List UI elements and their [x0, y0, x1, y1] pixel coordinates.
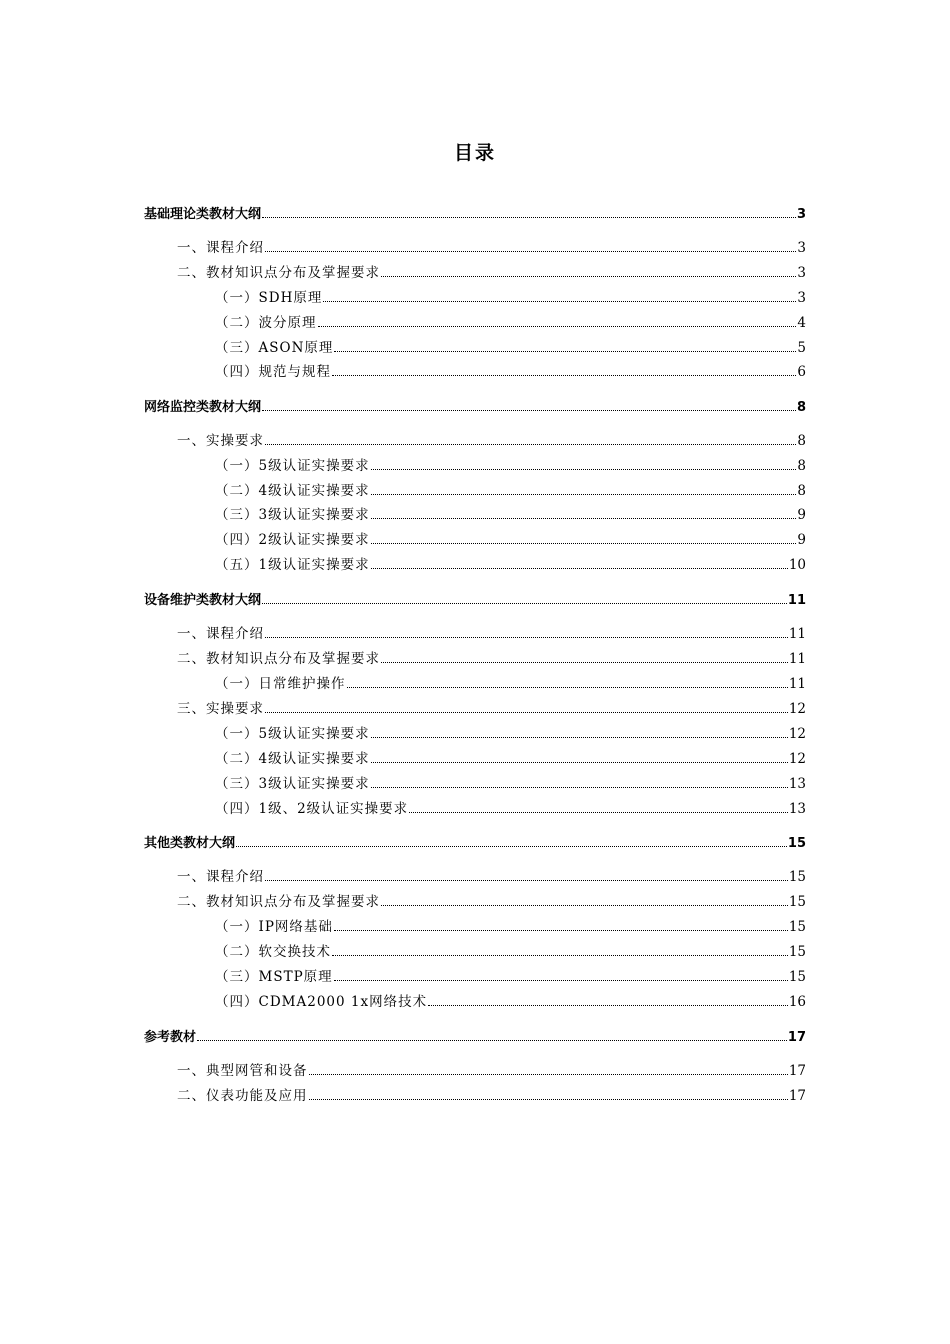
toc-entry-page-number: 17	[788, 1088, 806, 1104]
toc-entry-label: 基础理论类教材大纲	[144, 207, 262, 222]
toc-entry-page-number: 8	[797, 483, 806, 499]
toc-entry-page-number: 10	[788, 557, 806, 573]
toc-entry-level-3[interactable]	[215, 334, 806, 356]
toc-entry-page-number: 13	[788, 776, 806, 792]
dot-leader	[371, 543, 797, 544]
toc-entry-page-number: 9	[797, 532, 806, 548]
toc-entry-level-1[interactable]	[144, 1023, 806, 1045]
dot-leader	[371, 518, 797, 519]
toc-entry-level-2[interactable]	[177, 620, 806, 642]
toc-entry-label: （一）5级认证实操要求	[215, 726, 370, 742]
toc-entry-label: （三）ASON原理	[215, 340, 334, 356]
toc-entry-label: （一）SDH原理	[215, 290, 323, 306]
toc-entry-level-2[interactable]	[177, 888, 806, 910]
toc-entry-level-3[interactable]	[215, 670, 806, 692]
toc-entry-label: （三）3级认证实操要求	[215, 507, 370, 523]
page-title: 目录	[453, 142, 496, 164]
toc-entry-level-3[interactable]	[215, 720, 806, 742]
toc-entry-level-2[interactable]	[177, 863, 806, 885]
dot-leader	[334, 351, 796, 352]
dot-leader	[371, 568, 788, 569]
toc-entry-page-number: 5	[797, 340, 806, 356]
toc-entry-page-number: 12	[788, 701, 806, 717]
toc-entry-label: 设备维护类教材大纲	[144, 593, 262, 608]
toc-entry-label: 一、课程介绍	[177, 626, 264, 642]
toc-entry-page-number: 12	[788, 726, 806, 742]
dot-leader	[197, 1040, 787, 1041]
toc-entry-page-number: 3	[797, 265, 806, 281]
dot-leader	[332, 375, 796, 376]
dot-leader	[347, 687, 788, 688]
dot-leader	[309, 1099, 788, 1100]
toc-entry-level-2[interactable]	[177, 695, 806, 717]
toc-entry-level-1[interactable]	[144, 586, 806, 608]
toc-entry-level-2[interactable]	[177, 645, 806, 667]
toc-entry-label: 其他类教材大纲	[144, 836, 236, 851]
toc-entry-label: （一）IP网络基础	[215, 919, 333, 935]
dot-leader	[334, 930, 788, 931]
toc-entry-label: 二、教材知识点分布及掌握要求	[177, 265, 380, 281]
toc-entry-level-3[interactable]	[215, 526, 806, 548]
dot-leader	[371, 469, 797, 470]
toc-entry-page-number: 13	[788, 801, 806, 817]
dot-leader	[371, 494, 797, 495]
toc-entry-level-3[interactable]	[215, 284, 806, 306]
toc-entry-label: 三、实操要求	[177, 701, 264, 717]
dot-leader	[318, 326, 797, 327]
toc-entry-label: （四）1级、2级认证实操要求	[215, 801, 409, 817]
toc-entry-level-3[interactable]	[215, 501, 806, 523]
dot-leader	[236, 846, 787, 847]
toc-entry-page-number: 3	[796, 207, 806, 222]
dot-leader	[409, 812, 788, 813]
dot-leader	[309, 1074, 788, 1075]
dot-leader	[371, 737, 788, 738]
toc-entry-page-number: 17	[787, 1030, 806, 1045]
toc-entry-page-number: 3	[797, 240, 806, 256]
toc-entry-level-3[interactable]	[215, 551, 806, 573]
dot-leader	[381, 662, 788, 663]
toc-entry-page-number: 8	[797, 433, 806, 449]
toc-entry-level-3[interactable]	[215, 477, 806, 499]
dot-leader	[265, 251, 796, 252]
dot-leader	[265, 444, 796, 445]
toc-entry-label: 二、教材知识点分布及掌握要求	[177, 894, 380, 910]
toc-entry-label: （一）5级认证实操要求	[215, 458, 370, 474]
toc-entry-label: （四）2级认证实操要求	[215, 532, 370, 548]
dot-leader	[262, 410, 796, 411]
dot-leader	[265, 880, 788, 881]
toc-entry-page-number: 11	[787, 593, 806, 608]
dot-leader	[381, 276, 796, 277]
toc-entry-label: （四）规范与规程	[215, 364, 331, 380]
toc-entry-label: 二、教材知识点分布及掌握要求	[177, 651, 380, 667]
toc-entry-label: （一）日常维护操作	[215, 676, 346, 692]
toc-entry-label: （二）4级认证实操要求	[215, 483, 370, 499]
toc-entry-label: （五）1级认证实操要求	[215, 557, 370, 573]
toc-entry-page-number: 17	[788, 1063, 806, 1079]
toc-entry-page-number: 8	[796, 400, 806, 415]
dot-leader	[265, 637, 788, 638]
toc-entry-level-3[interactable]	[215, 770, 806, 792]
toc-entry-label: 二、仪表功能及应用	[177, 1088, 308, 1104]
dot-leader	[428, 1005, 788, 1006]
toc-entry-page-number: 6	[797, 364, 806, 380]
toc-entry-page-number: 16	[788, 994, 806, 1010]
toc-entry-page-number: 11	[788, 626, 806, 642]
toc-entry-level-3[interactable]	[215, 358, 806, 380]
toc-entry-label: （二）4级认证实操要求	[215, 751, 370, 767]
toc-entry-level-3[interactable]	[215, 963, 806, 985]
toc-entry-page-number: 15	[788, 944, 806, 960]
toc-entry-label: （二）软交换技术	[215, 944, 331, 960]
toc-entry-page-number: 12	[788, 751, 806, 767]
toc-entry-label: 一、典型网管和设备	[177, 1063, 308, 1079]
toc-entry-page-number: 3	[797, 290, 806, 306]
toc-entry-level-3[interactable]	[215, 988, 806, 1010]
toc-entry-level-2[interactable]	[177, 1082, 806, 1104]
toc-entry-page-number: 4	[797, 315, 806, 331]
toc-entry-page-number: 15	[788, 919, 806, 935]
toc-entry-label: （三）3级认证实操要求	[215, 776, 370, 792]
toc-entry-page-number: 9	[797, 507, 806, 523]
dot-leader	[371, 762, 788, 763]
dot-leader	[262, 603, 787, 604]
dot-leader	[371, 787, 788, 788]
toc-entry-label: （二）波分原理	[215, 315, 317, 331]
toc-entry-page-number: 11	[788, 651, 806, 667]
toc-entry-level-3[interactable]	[215, 795, 806, 817]
toc-entry-label: （三）MSTP原理	[215, 969, 333, 985]
toc-entry-label: （四）CDMA2000 1x网络技术	[215, 994, 428, 1010]
toc-entry-page-number: 15	[788, 894, 806, 910]
toc-entry-level-3[interactable]	[215, 913, 806, 935]
toc-entry-level-3[interactable]	[215, 452, 806, 474]
toc-entry-level-3[interactable]	[215, 745, 806, 767]
toc-entry-label: 一、课程介绍	[177, 240, 264, 256]
dot-leader	[381, 905, 788, 906]
dot-leader	[332, 955, 788, 956]
toc-entry-page-number: 15	[787, 836, 806, 851]
toc-entry-page-number: 11	[788, 676, 806, 692]
dot-leader	[334, 980, 788, 981]
toc-entry-level-3[interactable]	[215, 309, 806, 331]
toc-entry-level-1[interactable]	[144, 200, 806, 222]
toc-entry-level-3[interactable]	[215, 938, 806, 960]
toc-entry-level-2[interactable]	[177, 1057, 806, 1079]
toc-entry-level-2[interactable]	[177, 427, 806, 449]
toc-entry-level-2[interactable]	[177, 259, 806, 281]
toc-entry-label: 网络监控类教材大纲	[144, 400, 262, 415]
toc-entry-page-number: 15	[788, 969, 806, 985]
toc-entry-label: 参考教材	[144, 1030, 197, 1045]
dot-leader	[265, 712, 788, 713]
toc-entry-level-1[interactable]	[144, 829, 806, 851]
toc-entry-label: 一、实操要求	[177, 433, 264, 449]
toc-entry-level-1[interactable]	[144, 393, 806, 415]
toc-entry-level-2[interactable]	[177, 234, 806, 256]
toc-entry-label: 一、课程介绍	[177, 869, 264, 885]
toc-entry-page-number: 15	[788, 869, 806, 885]
dot-leader	[262, 217, 796, 218]
toc-entry-page-number: 8	[797, 458, 806, 474]
dot-leader	[323, 301, 796, 302]
